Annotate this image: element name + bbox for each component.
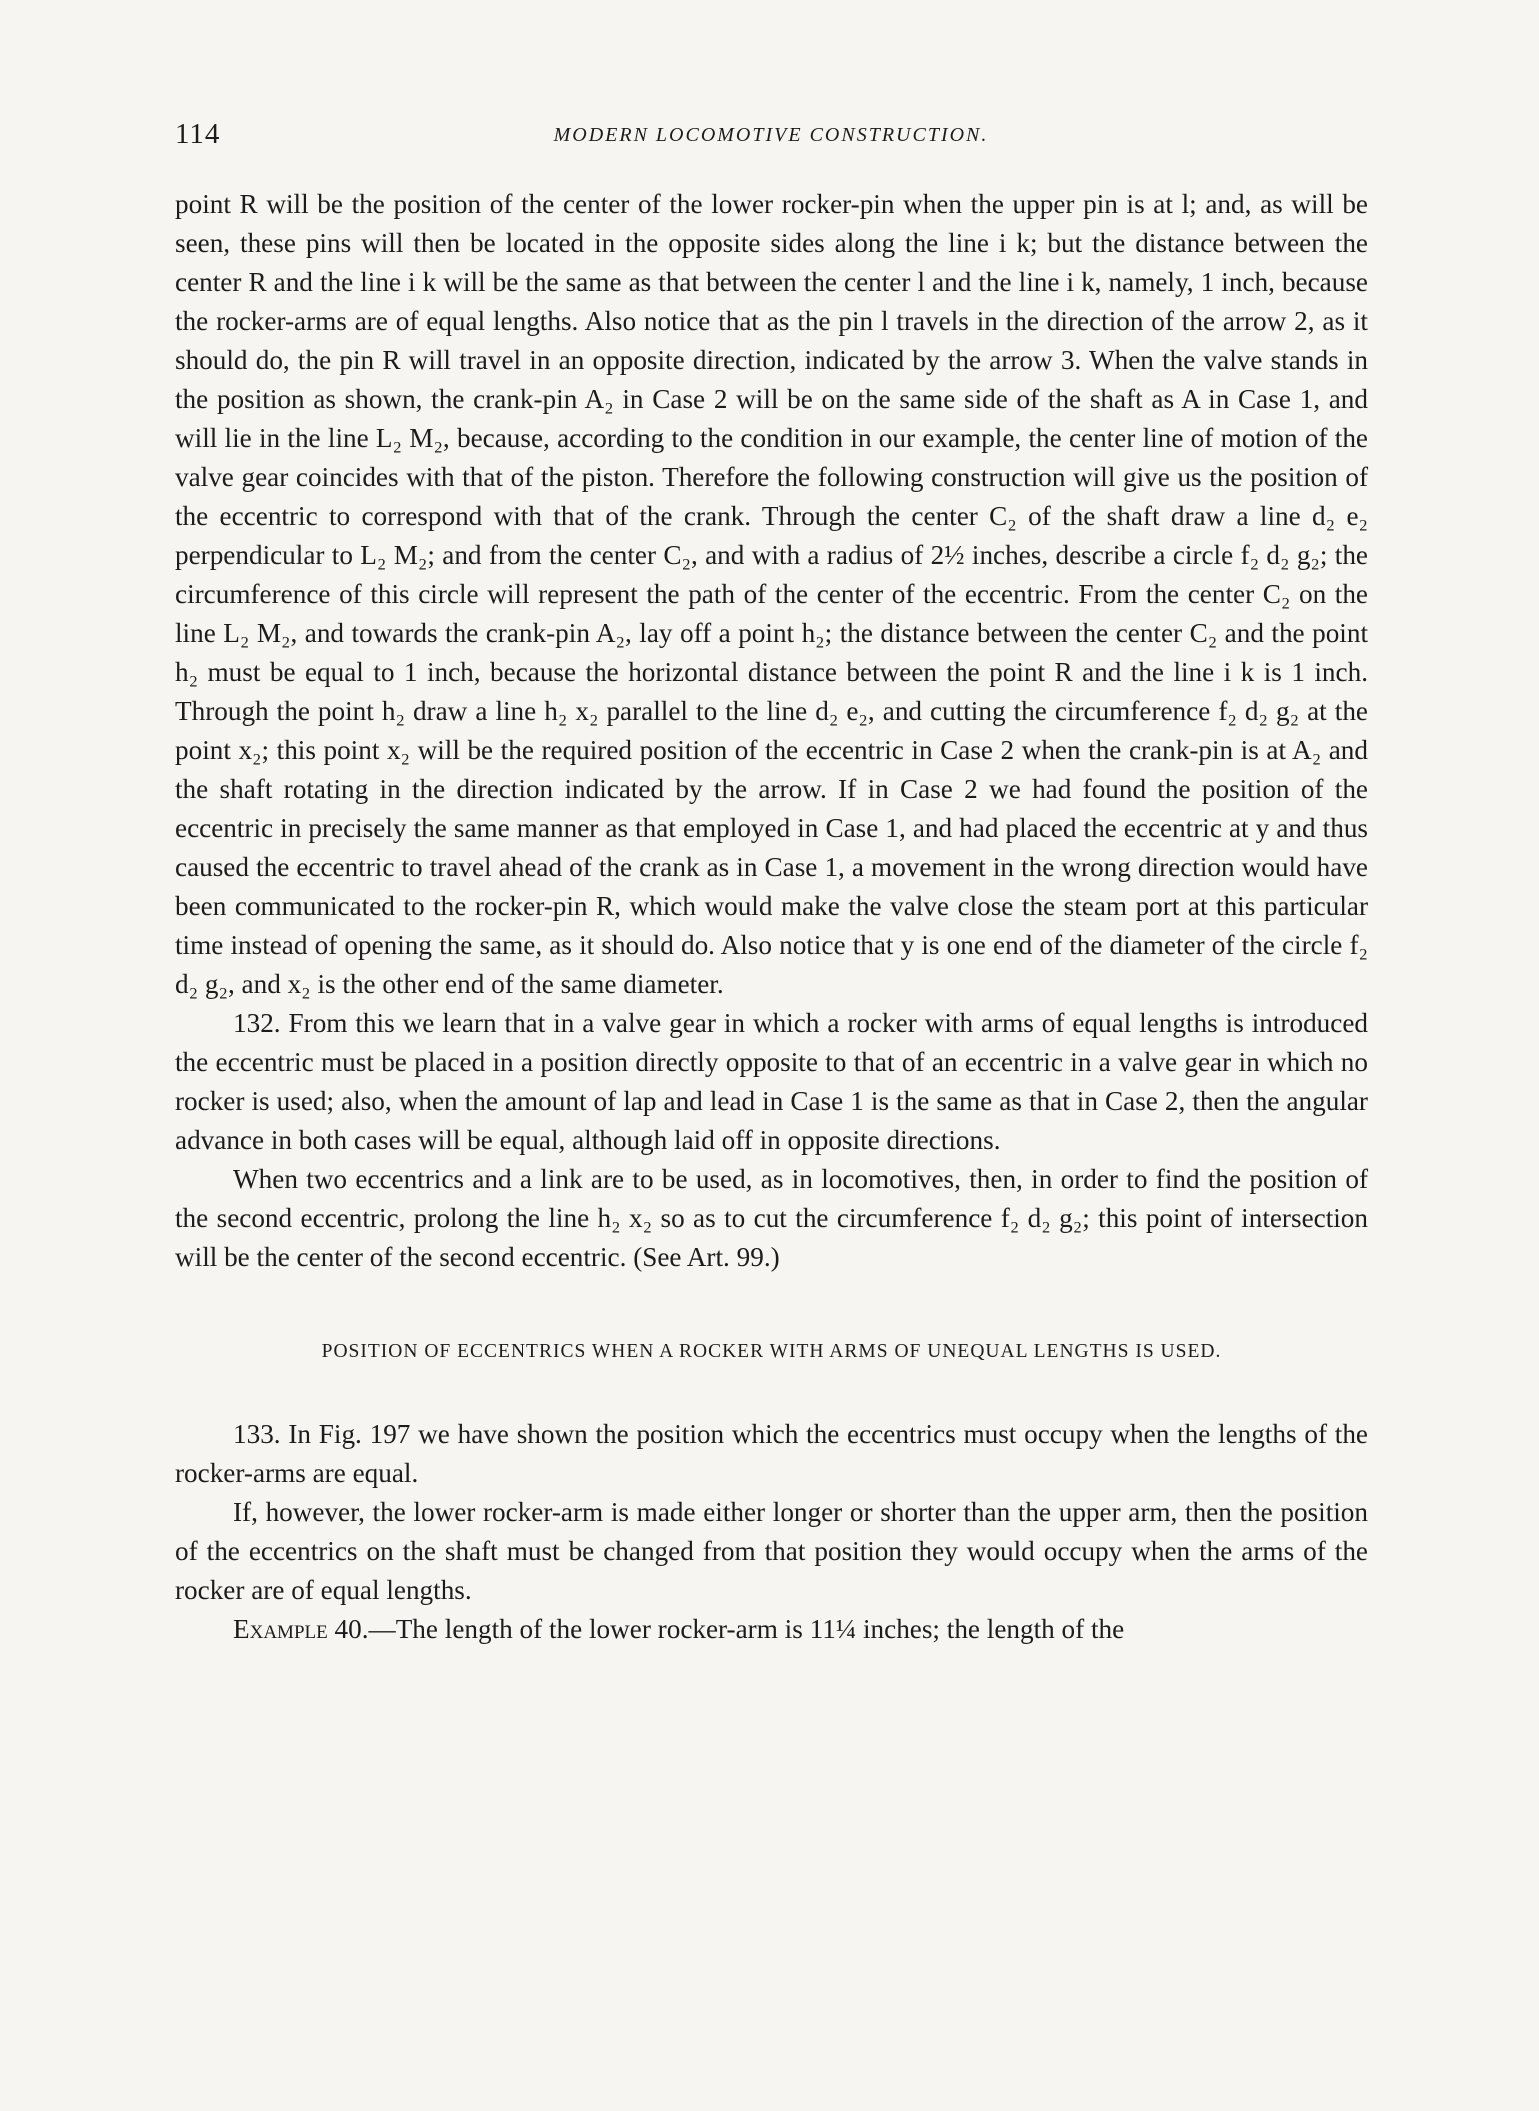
body-text xyxy=(175,185,1368,1649)
paragraph-continued: point R will be the position of the center of the lower rocker-pin when the upper pin is at l; and, as will be seen, these pins will then be located in the opposite sides along the line i k; but the distance between the center R and the line i k will be the same as that between the center l and the line i k, namely, 1 inch, because the rocker-arms are of equal lengths. Also notice that as the pin l travels in the direction of the arrow 2, as it should do, the pin R will travel in an opposite direction, indicated by the arrow 3. When the valve stands in the position as shown, the crank-pin A₂ in Case 2 will be on the same side of the shaft as A in Case 1, and will lie in the line L₂ M₂, because, according to the condition in our example, the center line of motion of the valve gear coincides with that of the piston. Therefore the following construction will give us the position of the eccentric to correspond with that of the crank. Through the center C₂ of the shaft draw a line d₂ e₂ perpendicular to L₂ M₂; and from the center C₂, and with a radius of 2½ inches, describe a circle f₂ d₂ g₂; the circumference of this circle will represent the path of the center of the eccentric. From the center C₂ on the line L₂ M₂, and towards the crank-pin A₂, lay off a point h₂; the distance between the center C₂ and the point h₂ must be equal to 1 inch, because the horizontal distance between the point R and the line i k is 1 inch. Through the point h₂ draw a line h₂ x₂ parallel to the line d₂ e₂, and cutting the circumference f₂ d₂ g₂ at the point x₂; this point x₂ will be the required position of the eccentric in Case 2 when the crank-pin is at A₂ and the shaft rotating in the direction indicated by the arrow. If in Case 2 we had found the position of the eccentric in precisely the same manner as that employed in Case 1, and had placed the eccentric at y and thus caused the eccentric to travel ahead of the crank as in Case 1, a movement in the wrong direction would have been communicated to the rocker-pin R, which would make the valve close the steam port at this particular time instead of opening the same, as it should do. Also notice that y is one end of the diameter of the circle f₂ d₂ g₂, and x₂ is the other end of the same diameter. xyxy=(175,189,1368,999)
running-title: MODERN LOCOMOTIVE CONSTRUCTION. xyxy=(553,124,989,146)
paragraph-unequal-arms: If, however, the lower rocker-arm is made either longer or shorter than the upper arm, then the position of the eccentrics on the shaft must be changed from that position they would occupy when the arms of the rocker are of equal lengths. xyxy=(175,1497,1368,1605)
example-text: The length of the lower rocker-arm is 11¼ inches; the length of the xyxy=(395,1614,1125,1644)
section-heading: POSITION OF ECCENTRICS WHEN A ROCKER WITH ARMS OF UNEQUAL LENGTHS IS USED. xyxy=(321,1341,1222,1362)
paragraph-133: 133. In Fig. 197 we have shown the position which the eccentrics must occupy when the lengths of the rocker-arms are equal. xyxy=(175,1419,1368,1488)
paragraph-example-40 xyxy=(175,1610,1368,1649)
example-label: Example 40. xyxy=(233,1614,369,1644)
paragraph-two-eccentrics: When two eccentrics and a link are to be used, as in locomotives, then, in order to find the position of the second eccentric, prolong the line h₂ x₂ so as to cut the circumference f₂ d₂ g₂; this point of intersection will be the center of the second eccentric. (See Art. 99.) xyxy=(175,1164,1368,1272)
paragraph-132: 132. From this we learn that in a valve gear in which a rocker with arms of equal lengths is introduced the eccentric must be placed in a position directly opposite to that of an eccentric in a valve gear in which no rocker is used; also, when the amount of lap and lead in Case 1 is the same as that in Case 2, then the angular advance in both cases will be equal, although laid off in opposite directions. xyxy=(175,1008,1368,1155)
page-number: 114 xyxy=(175,118,221,150)
example-dash: — xyxy=(368,1614,396,1644)
page-header xyxy=(175,118,1367,158)
